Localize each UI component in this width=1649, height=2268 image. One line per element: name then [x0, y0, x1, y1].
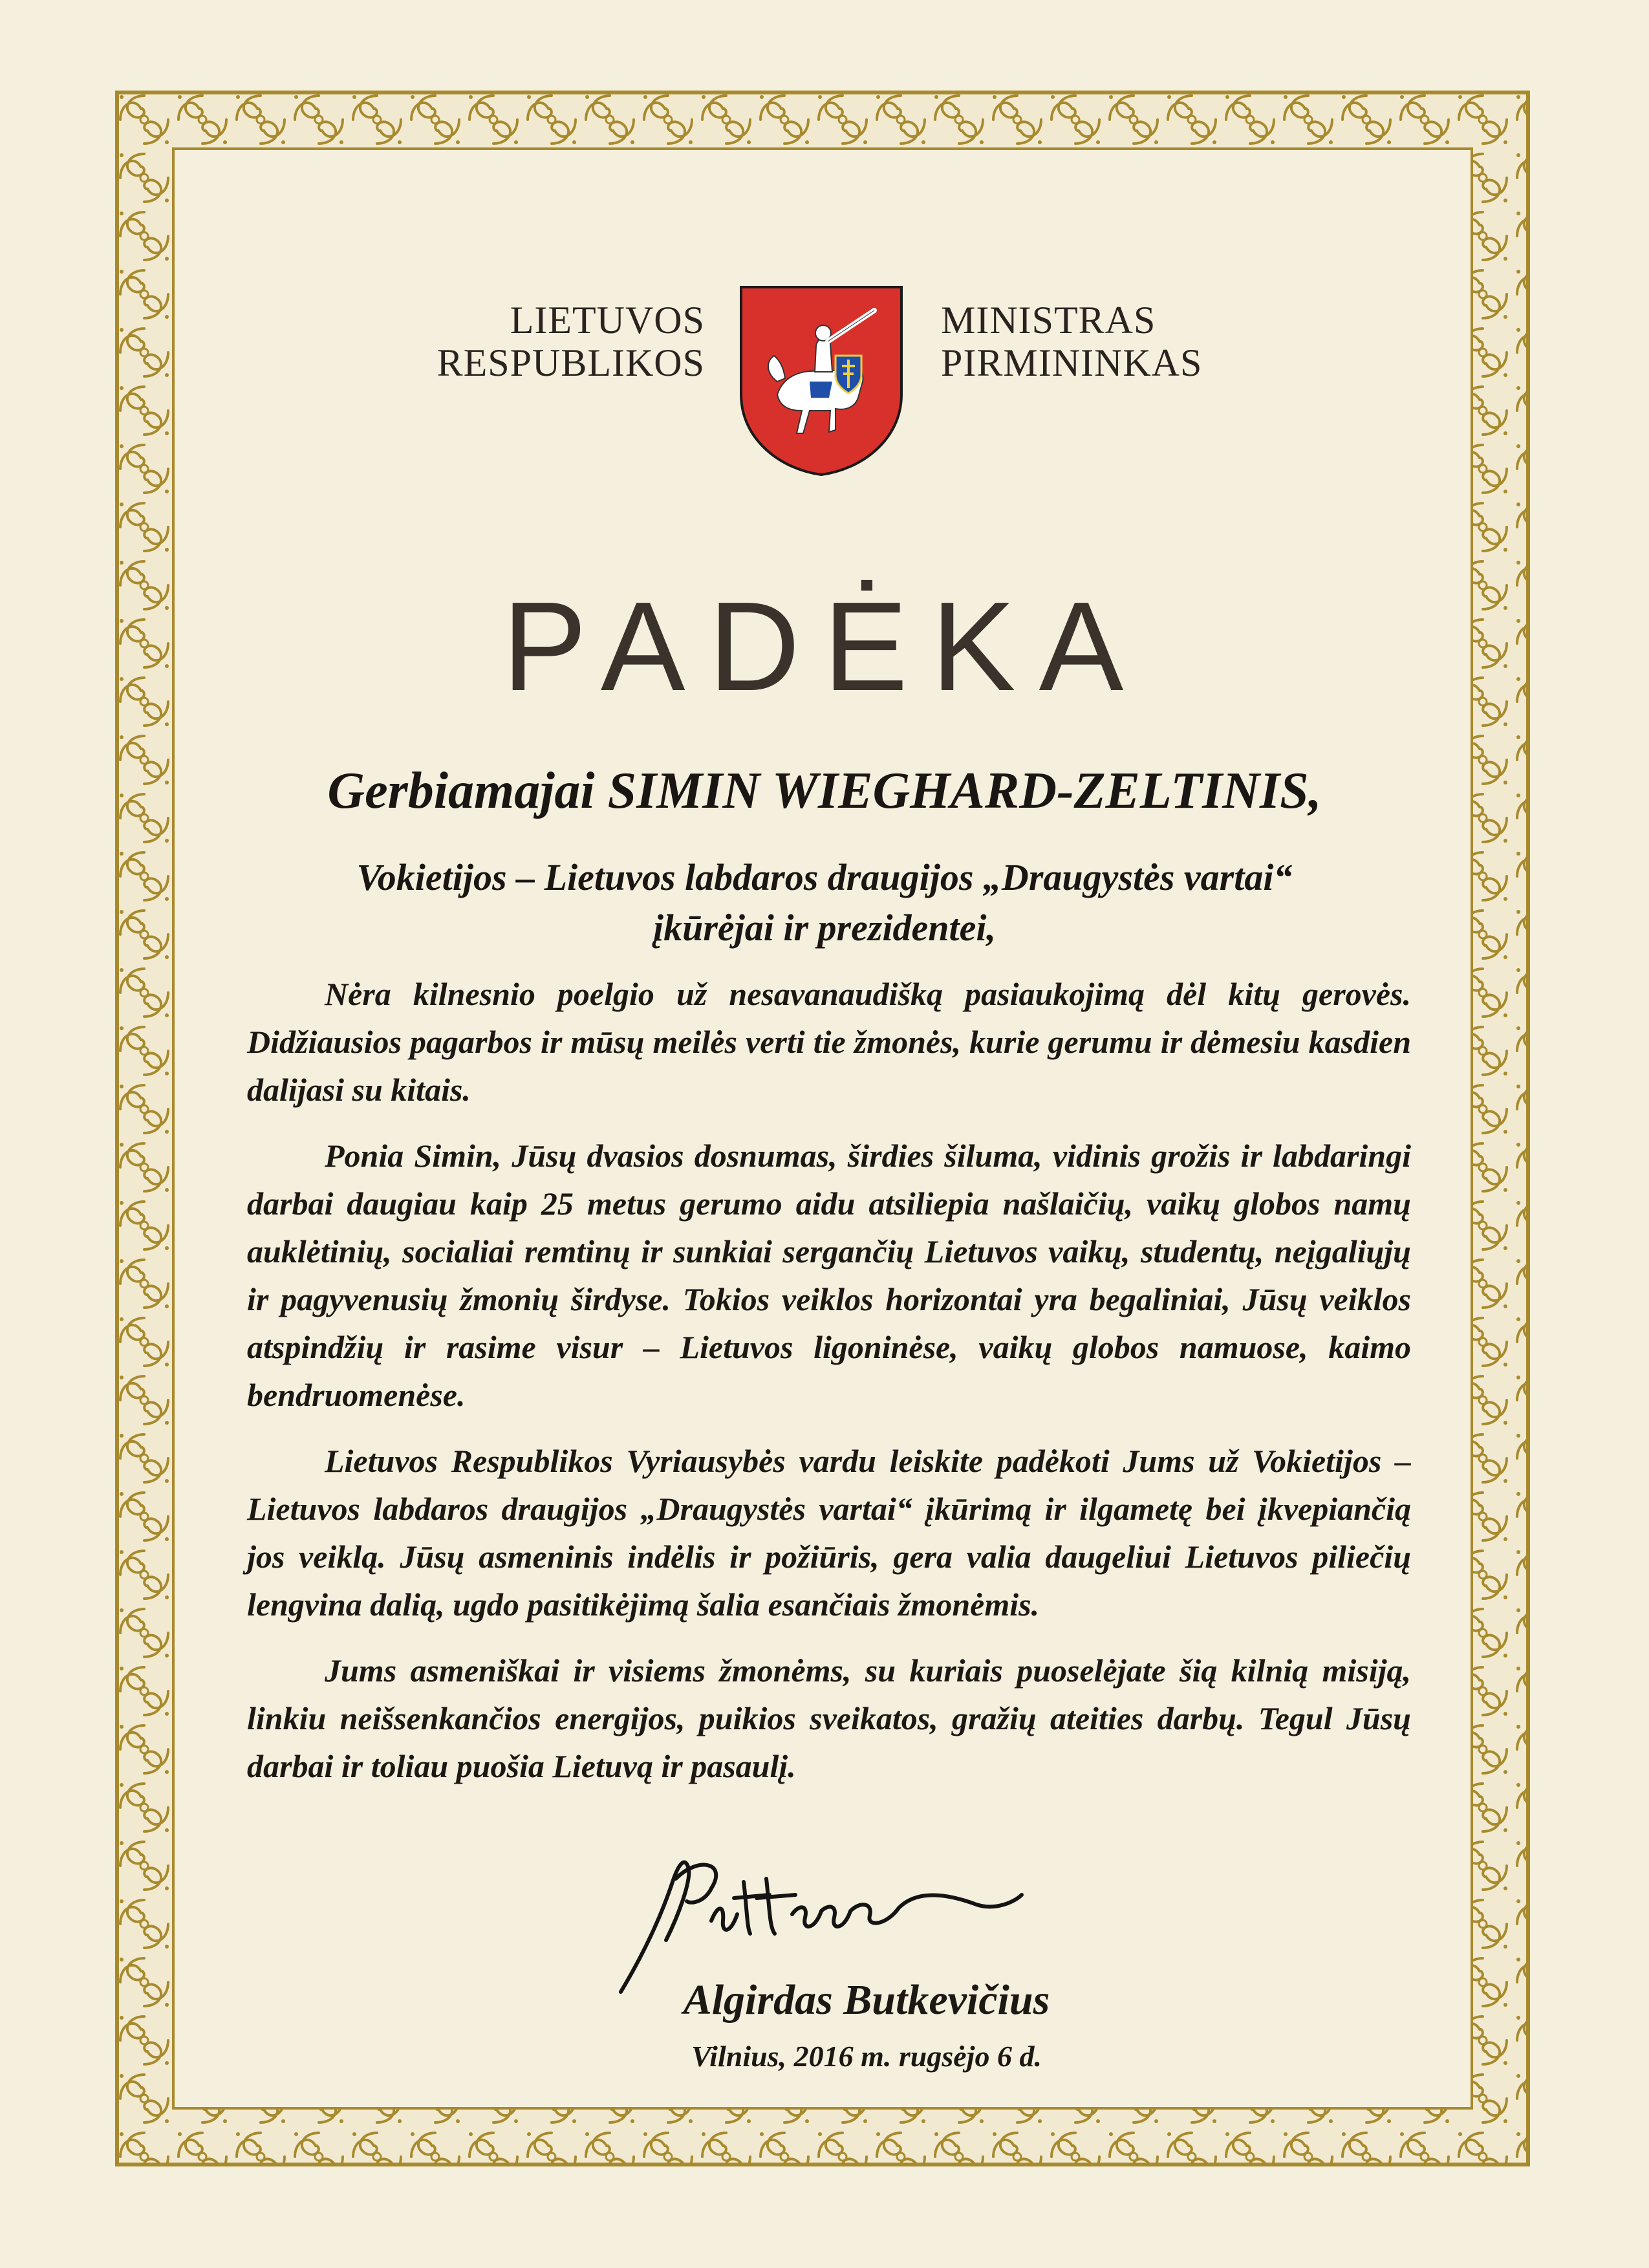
header-right-line1: MINISTRAS — [941, 299, 1156, 341]
addressee-name: Gerbiamajai SIMIN WIEGHARD-ZELTINIS, — [327, 762, 1322, 819]
place-and-date: Vilnius, 2016 m. rugsėjo 6 d. — [691, 2040, 1042, 2073]
header-left-line1: LIETUVOS — [510, 299, 705, 341]
body-paragraph: Nėra kilnesnio poelgio už nesavanaudišką pasiaukojimą dėl kitų gerovės. Didžiausios pagarbos ir mūsų meilės verti tie žmonės, kurie gerumu ir dėmesiu kasdien dalijasi su kitais. — [247, 976, 1411, 1108]
letter-body — [247, 970, 1411, 1808]
addressee-role-line2: įkūrėjai ir prezidentei, — [652, 907, 997, 949]
body-paragraph: Ponia Simin, Jūsų dvasios dosnumas, širdies šiluma, vidinis grožis ir labdaringi darbai daugiau kaip 25 metus gerumo aidu atsiliepia našlaičių, vaikų globos namų auklėtinių, socialiai remtinų ir sunkiai sergančių Lietuvos vaikų, studentų, neįgaliųjų ir pagyvenusių žmonių širdyse. Tokios veiklos horizontai yra begaliniai, Jūsų veiklos atspindžių ir rasime visur – Lietuvos ligoninėse, vaikų globos namuose, kaimo bendruomenėse. — [247, 1138, 1411, 1413]
body-paragraph: Lietuvos Respublikos Vyriausybės vardu leiskite padėkoti Jums už Vokietijos – Lietuvos labdaros draugijos „Draugystės vartai“ įkūrimą ir ilgametę bei įkvepiančią jos veiklą. Jūsų asmeninis indėlis ir požiūris, gera valia daugeliui Lietuvos piliečių lengvina dalią, ugdo pasitikėjimą šalia esančiais žmonėmis. — [247, 1443, 1411, 1623]
header-right-line2: PIRMININKAS — [941, 341, 1203, 384]
header-right — [941, 299, 1277, 384]
page-title: PADĖKA — [502, 576, 1147, 717]
handwritten-signature-icon — [614, 1843, 1028, 1998]
addressee-role — [194, 852, 1455, 953]
addressee-role-line1: Vokietijos – Lietuvos labdaros draugijos „Draugystės vartai“ — [356, 856, 1293, 898]
coat-of-arms-vytis-icon — [738, 285, 904, 477]
header-left-line2: RESPUBLIKOS — [436, 341, 705, 384]
header-left — [427, 299, 705, 384]
body-paragraph: Jums asmeniškai ir visiems žmonėms, su kuriais puoselėjate šią kilnią misiją, linkiu neišsenkančios energijos, puikios sveikatos, gražių ateities darbų. Tegul Jūsų darbai ir toliau puošia Lietuvą ir pasaulį. — [247, 1652, 1411, 1784]
signer-name: Algirdas Butkevičius — [683, 1976, 1050, 2024]
